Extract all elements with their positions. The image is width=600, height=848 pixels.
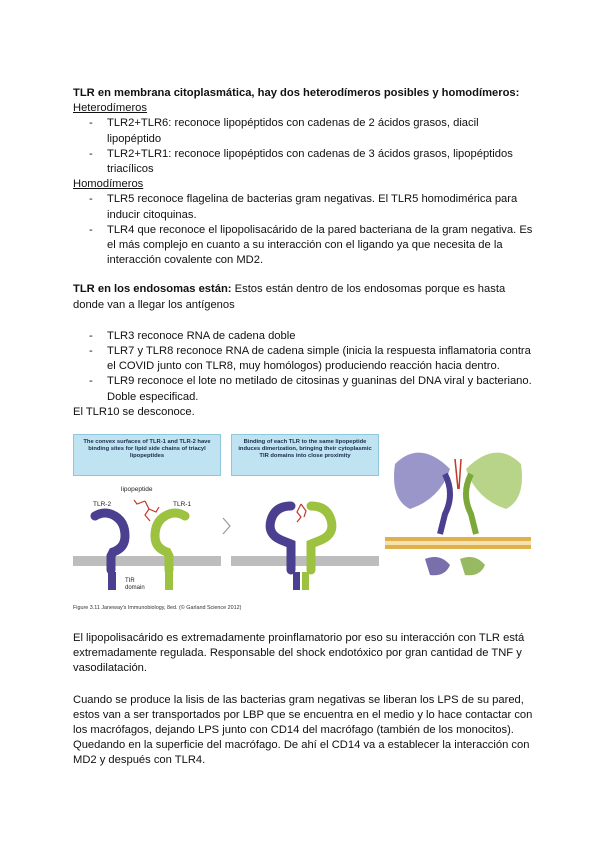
tlr10-note: El TLR10 se desconoce.	[73, 405, 195, 418]
lipopeptide-ligand	[297, 504, 306, 522]
homodimers-list	[73, 192, 533, 268]
panel-1-title: The convex surfaces of TLR-1 and TLR-2 have binding sites for lipid side chains of triacyl lipopeptides	[73, 434, 221, 476]
heterodimers-list	[73, 116, 533, 177]
document-body	[73, 86, 533, 420]
section-heading-endosomes	[73, 282, 533, 312]
list-item: - TLR2+TLR6: reconoce lipopéptidos con cadenas de 2 ácidos grasos, diacil lipopéptido	[73, 116, 533, 146]
panel-1-diagram	[73, 476, 221, 594]
membrane	[73, 556, 221, 566]
tlr2-tir-domain	[293, 572, 300, 590]
figure-panel-3	[385, 434, 531, 594]
endosome-list	[73, 329, 533, 405]
panel-2-title: Binding of each TLR to the same lipopeptide induces dimerization, bringing their cytoplasmic TIR domains into close proximity	[231, 434, 379, 476]
membrane	[231, 556, 379, 566]
tlr2-tir-domain	[108, 572, 116, 590]
list-item: - TLR9 reconoce el lote no metilado de citosinas y guaninas del DNA viral y bacteriano. Doble especificad.	[73, 374, 533, 404]
lower-text	[73, 631, 533, 769]
list-item: - TLR5 reconoce flagelina de bacterias gram negativas. El TLR5 homodimérica para inducir citoquinas.	[73, 192, 533, 222]
heterodimers-label: Heterodímeros	[73, 102, 147, 115]
lipopeptide-label: lipopeptide	[121, 486, 153, 493]
endosome-heading-text: Estos están dentro de los endosomas porque es hasta donde van a llegar los antígenos	[73, 283, 506, 311]
paragraph-lps: El lipopolisacárido es extremadamente proinflamatorio por eso su interacción con TLR está extremadamente regulada. Responsable del shock endotóxico por gran cantidad de TNF y vasodilatación.	[73, 632, 525, 675]
list-item: - TLR7 y TLR8 reconoce RNA de cadena simple (inicia la respuesta inflamatoria contra el COVID junto con TLR8, muy homólogos) produciendo reacción hacia dentro.	[73, 344, 533, 374]
section-heading-membrane: TLR en membrana citoplasmática, hay dos heterodímeros posibles y homodímeros:	[73, 87, 520, 99]
lipopeptide-ligand	[134, 500, 159, 521]
list-item: - TLR2+TLR1: reconoce lipopéptidos con cadenas de 3 ácidos grasos, lipopéptidos triacílicos	[73, 147, 533, 177]
crystal-structure-image	[385, 434, 531, 594]
tir-label: TIR	[125, 578, 135, 584]
paragraph-lysis: Cuando se produce la lisis de las bacterias gram negativas se liberan los LPS de su pared, estos van a ser transportados por LBP que se encuentra en el medio y lo hace contactar con los macrófagos, dejando LPS junto con CD14 del macrófago (también de los monocitos). Quedando en la superficie del macrófago. De ahí el CD14 va a establecer la interacción con MD2 y después con TLR4.	[73, 693, 533, 767]
endosome-heading-bold: TLR en los endosomas están:	[73, 283, 232, 296]
panel-2-diagram	[231, 476, 379, 594]
tlr1-tir-domain	[302, 572, 309, 590]
list-item: - TLR3 reconoce RNA de cadena doble	[73, 329, 533, 344]
homodimers-label: Homodímeros	[73, 178, 144, 191]
domain-label: domain	[125, 585, 145, 591]
tlr1-tir-domain	[165, 572, 173, 590]
tlr1-label: TLR-1	[173, 501, 192, 508]
figure-panel-2	[231, 434, 379, 594]
list-item: - TLR4 que reconoce el lipopolisacárido de la pared bacteriana de la gram negativa. Es el más complejo en cuanto a su interacción con el ligando ya que necesita de la interacción covalente con MD2.	[73, 223, 533, 269]
tlr-figure	[73, 434, 531, 614]
figure-caption: Figure 3.11 Janeway's Immunobiology, 8ed. (© Garland Science 2012)	[73, 605, 242, 611]
tlr2-label: TLR-2	[93, 501, 112, 508]
figure-panel-1	[73, 434, 221, 594]
